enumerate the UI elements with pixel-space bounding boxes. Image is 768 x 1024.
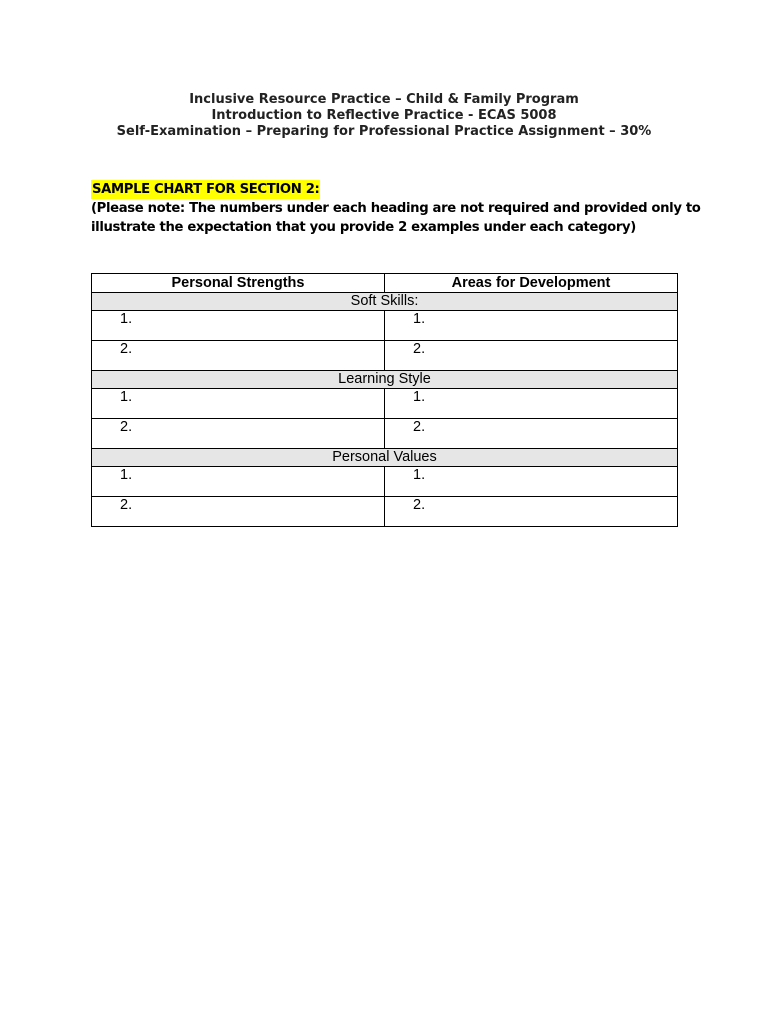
item-number: 1.: [413, 467, 426, 483]
item-number: 1.: [120, 311, 133, 327]
table-row: [92, 311, 678, 341]
note-line-2: illustrate the expectation that you provide 2 examples under each category): [91, 220, 636, 235]
header-assignment-line: Self-Examination – Preparing for Professional Practice Assignment – 30%: [116, 124, 652, 139]
strength-cell[interactable]: [92, 419, 385, 449]
sample-chart-label: SAMPLE CHART FOR SECTION 2:: [92, 182, 320, 197]
section-title: Soft Skills:: [92, 293, 678, 311]
section-title: Personal Values: [92, 449, 678, 467]
item-number: 2.: [413, 419, 426, 435]
item-number: 1.: [413, 311, 426, 327]
strength-cell[interactable]: [92, 497, 385, 527]
item-number: 2.: [120, 497, 133, 513]
development-cell[interactable]: [385, 389, 678, 419]
development-cell[interactable]: [385, 497, 678, 527]
item-number: 1.: [120, 389, 133, 405]
intro-block: [91, 180, 701, 237]
strength-cell[interactable]: [92, 389, 385, 419]
item-number: 1.: [413, 389, 426, 405]
section-title: Learning Style: [92, 371, 678, 389]
strength-cell[interactable]: [92, 467, 385, 497]
item-number: 2.: [413, 497, 426, 513]
sample-chart-table: [91, 273, 678, 527]
table-row: [92, 497, 678, 527]
development-cell[interactable]: [385, 419, 678, 449]
section-row-soft-skills: [92, 293, 678, 311]
strength-cell[interactable]: [92, 341, 385, 371]
development-cell[interactable]: [385, 467, 678, 497]
table-row: [92, 341, 678, 371]
table-row: [92, 389, 678, 419]
header-course-line: Introduction to Reflective Practice - ECAS 5008: [211, 108, 557, 123]
strength-cell[interactable]: [92, 311, 385, 341]
column-header-areas-for-development: Areas for Development: [385, 274, 678, 293]
item-number: 2.: [120, 419, 133, 435]
development-cell[interactable]: [385, 341, 678, 371]
item-number: 2.: [413, 341, 426, 357]
item-number: 1.: [120, 467, 133, 483]
header-program-line: Inclusive Resource Practice – Child & Family Program: [189, 92, 579, 107]
column-header-personal-strengths: Personal Strengths: [92, 274, 385, 293]
document-header: [0, 92, 768, 140]
section-row-learning-style: [92, 371, 678, 389]
table-row: [92, 419, 678, 449]
section-row-personal-values: [92, 449, 678, 467]
table-header-row: [92, 274, 678, 293]
table-row: [92, 467, 678, 497]
note-line-1: (Please note: The numbers under each heading are not required and provided only to: [91, 201, 701, 216]
item-number: 2.: [120, 341, 133, 357]
development-cell[interactable]: [385, 311, 678, 341]
